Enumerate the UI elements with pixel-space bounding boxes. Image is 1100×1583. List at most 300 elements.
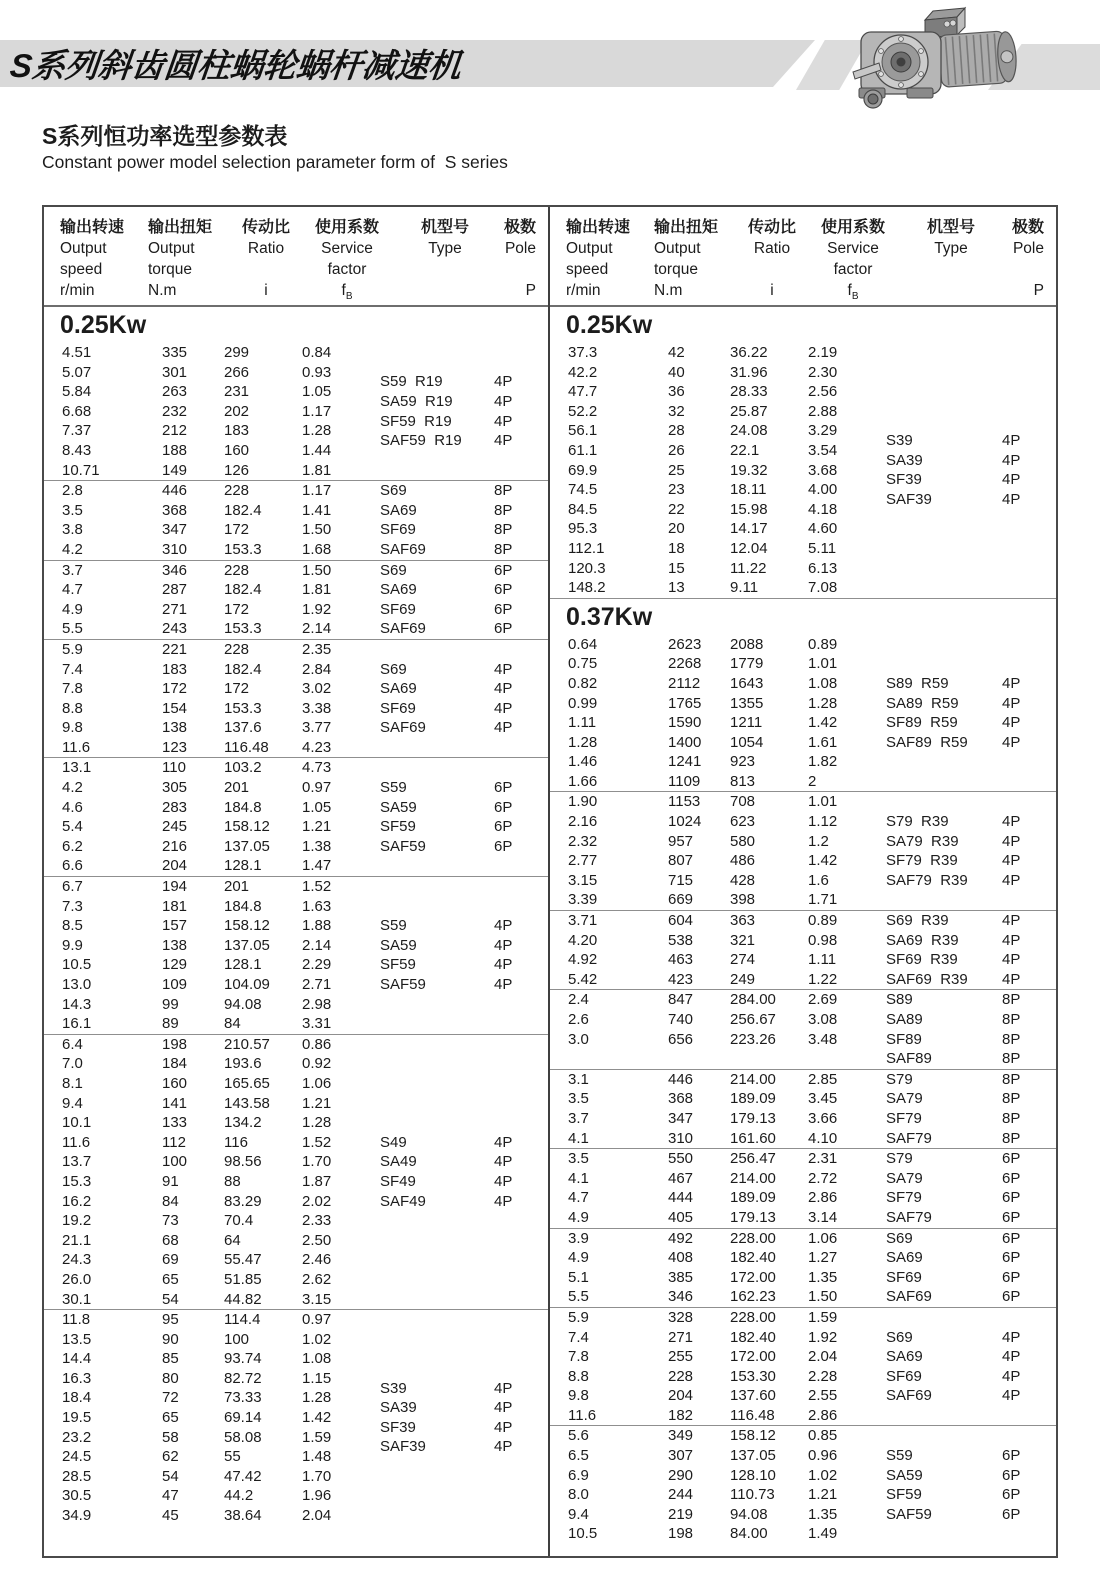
type-label: SA89: [886, 1011, 923, 1028]
table-row: [568, 1188, 868, 1208]
cell-factor: 5.11: [808, 539, 837, 557]
power-section-label: 0.37Kw: [566, 602, 653, 631]
cell-torque: 1400: [668, 733, 702, 751]
table-row: [62, 1014, 362, 1034]
block-rows: [44, 481, 362, 559]
cell-speed: 3.8: [62, 521, 83, 539]
cell-torque: 15: [668, 559, 685, 577]
cell-factor: 2.14: [302, 936, 332, 954]
cell-ratio: 256.47: [730, 1150, 776, 1168]
pole-label: 4P: [494, 432, 513, 450]
cell-factor: 1.08: [808, 674, 838, 692]
table-row: [568, 1308, 868, 1328]
cell-speed: 3.7: [62, 561, 83, 579]
block-rows: [44, 343, 362, 480]
cell-torque: 54: [162, 1290, 179, 1308]
cell-speed: 7.3: [62, 897, 83, 915]
cell-torque: 1590: [668, 714, 702, 732]
cell-speed: 15.3: [62, 1172, 92, 1190]
table-row: [62, 877, 362, 897]
cell-ratio: 47.42: [224, 1467, 262, 1485]
type-block: [550, 989, 1056, 1068]
header-unit: $f_B$: [341, 282, 353, 303]
cell-factor: 2.62: [302, 1270, 332, 1288]
cell-ratio: 153.3: [224, 620, 262, 638]
cell-speed: 5.42: [568, 970, 598, 988]
header-label-en: Pole: [1012, 240, 1044, 257]
pole-label: 6P: [1002, 1208, 1021, 1226]
pole-label: 4P: [1002, 471, 1021, 489]
type-label: SA69: [380, 581, 417, 599]
table-row: [62, 798, 362, 818]
type-label: SAF79: [886, 1129, 932, 1147]
cell-speed: 9.4: [62, 1094, 83, 1112]
table-row: [568, 1030, 868, 1050]
cell-ratio: 172.00: [730, 1348, 776, 1366]
table-row: [568, 1328, 868, 1348]
cell-speed: 84.5: [568, 500, 598, 518]
cell-ratio: 214.00: [730, 1070, 776, 1088]
cell-torque: 54: [162, 1467, 179, 1485]
cell-factor: 2.50: [302, 1231, 332, 1249]
type-label: S79: [886, 1070, 913, 1088]
cell-factor: 1.88: [302, 917, 332, 935]
cell-factor: 1.08: [302, 1350, 332, 1368]
pole-label: 8P: [1002, 1109, 1021, 1127]
cell-factor: 0.92: [302, 1055, 332, 1073]
cell-factor: 2.86: [808, 1406, 838, 1424]
type-row: [886, 451, 1042, 471]
type-block: [550, 1307, 1056, 1426]
cell-torque: 89: [162, 1015, 179, 1033]
type-label: S59: [380, 917, 407, 935]
pole-label: 6P: [1002, 1229, 1021, 1247]
table-row: [568, 674, 868, 694]
type-row: [380, 1418, 534, 1438]
cell-torque: 1241: [668, 753, 702, 771]
type-block: [44, 1034, 548, 1309]
type-label: SA89 R59: [886, 694, 959, 712]
cell-torque: 669: [668, 891, 694, 909]
cell-torque: 99: [162, 995, 179, 1013]
cell-factor: 0.86: [302, 1035, 332, 1053]
cell-factor: 0.98: [808, 931, 838, 949]
type-row: [886, 970, 1042, 990]
cell-factor: 1.12: [808, 813, 838, 831]
header-label-en: Pole: [504, 240, 536, 257]
pole-label: 4P: [494, 373, 513, 391]
header-label-en: Output: [654, 240, 701, 257]
cell-speed: 4.1: [568, 1129, 589, 1147]
cell-ratio: 1779: [730, 655, 764, 673]
block-rows: [550, 792, 868, 910]
cell-torque: 405: [668, 1208, 694, 1226]
cell-factor: 3.29: [808, 422, 838, 440]
pole-label: 4P: [494, 1399, 513, 1417]
cell-speed: 30.1: [62, 1290, 92, 1308]
type-label: SA59: [886, 1466, 923, 1484]
pole-label: 4P: [494, 699, 513, 717]
cell-torque: 40: [668, 363, 685, 381]
cell-ratio: 104.09: [224, 976, 270, 993]
type-label: S89 R59: [886, 674, 949, 692]
table-row: [568, 363, 868, 383]
cell-ratio: 18.11: [730, 481, 767, 499]
type-block: [44, 480, 548, 559]
type-row: [886, 1149, 1042, 1169]
type-label: SAF59: [886, 1505, 932, 1523]
power-section: [550, 307, 1056, 598]
pole-label: 6P: [494, 600, 513, 618]
table-row: [62, 1447, 362, 1467]
type-block: [44, 1309, 548, 1526]
header-col: [304, 217, 390, 307]
cell-factor: 3.02: [302, 680, 332, 698]
table-row: [568, 832, 868, 852]
table-row: [568, 1049, 868, 1069]
table-row: [62, 561, 362, 581]
cell-torque: 1153: [668, 793, 701, 811]
cell-torque: 69: [162, 1251, 179, 1269]
cell-ratio: 813: [730, 772, 756, 790]
header-label-en: [500, 259, 536, 280]
cell-factor: 1.22: [808, 970, 838, 988]
type-label: S69: [380, 660, 407, 678]
table-row: [62, 718, 362, 738]
header-col: [500, 217, 536, 307]
cell-ratio: 84: [224, 1015, 241, 1033]
cell-factor: 1.28: [302, 422, 332, 440]
pole-label: 6P: [494, 581, 513, 599]
cell-torque: 467: [668, 1169, 694, 1187]
cell-speed: 74.5: [568, 481, 598, 499]
header-label-en: Ratio: [247, 240, 285, 257]
type-row: [886, 470, 1042, 490]
cell-ratio: 69.14: [224, 1409, 262, 1427]
type-label: SAF69: [886, 1288, 932, 1306]
type-label: SAF59 R19: [380, 432, 462, 450]
table-row: [62, 758, 362, 778]
cell-factor: 2.71: [302, 976, 332, 993]
table-row: [62, 778, 362, 798]
type-row: [886, 1505, 1042, 1525]
pole-label: 4P: [494, 660, 513, 678]
cell-factor: 2.04: [302, 1507, 332, 1525]
cell-ratio: 51.85: [224, 1270, 262, 1288]
type-row: [886, 713, 1042, 733]
cell-ratio: 128.10: [730, 1466, 776, 1484]
type-label: SF39: [886, 471, 922, 489]
table-row: [62, 402, 362, 422]
type-label: SA69: [886, 1348, 923, 1366]
cell-torque: 160: [162, 1074, 188, 1092]
pole-label: 4P: [494, 976, 513, 993]
cell-factor: 1.02: [808, 1466, 838, 1484]
cell-factor: 1.05: [302, 798, 332, 816]
type-label: SA69 R39: [886, 931, 959, 949]
cell-ratio: 2088: [730, 635, 764, 653]
cell-factor: 0.93: [302, 363, 332, 381]
cell-torque: 204: [668, 1387, 694, 1405]
pole-label: 4P: [1002, 1328, 1021, 1346]
cell-speed: 4.7: [568, 1189, 589, 1207]
cell-torque: 85: [162, 1350, 179, 1368]
type-row: [380, 1192, 534, 1212]
type-row: [886, 1248, 1042, 1268]
table-row: [62, 1506, 362, 1526]
cell-ratio: 83.29: [224, 1192, 262, 1210]
cell-factor: 3.54: [808, 441, 838, 459]
header-col: [566, 217, 654, 307]
header-unit: P: [525, 282, 536, 299]
type-label: S39: [886, 432, 913, 450]
cell-ratio: 137.05: [224, 837, 270, 855]
cell-factor: 0.96: [808, 1447, 838, 1465]
table-row: [62, 1074, 362, 1094]
pole-label: 6P: [1002, 1268, 1021, 1286]
cell-torque: 157: [162, 917, 188, 935]
cell-torque: 20: [668, 520, 685, 538]
cell-factor: 3.77: [302, 719, 332, 737]
header-col: [654, 217, 734, 307]
cell-factor: 1.70: [302, 1153, 332, 1171]
cell-ratio: 134.2: [224, 1114, 262, 1132]
type-label: S89: [886, 991, 913, 1009]
cell-speed: 3.9: [568, 1229, 589, 1247]
cell-speed: 8.5: [62, 917, 83, 935]
type-block: [44, 876, 548, 1034]
cell-torque: 112: [162, 1133, 186, 1151]
type-label: SF89 R59: [886, 714, 958, 732]
cell-ratio: 249: [730, 970, 756, 988]
cell-torque: 604: [668, 912, 694, 930]
header-label-zh: 传动比: [241, 219, 290, 236]
block-rows: [550, 911, 868, 989]
table-row: [62, 1113, 362, 1133]
type-row: [886, 871, 1042, 891]
cell-factor: 2.46: [302, 1251, 332, 1269]
cell-speed: 0.64: [568, 635, 598, 653]
type-row: [380, 837, 534, 857]
cell-speed: 4.51: [62, 344, 92, 361]
type-label: SF59 R19: [380, 412, 452, 430]
type-block: [550, 1069, 1056, 1148]
cell-torque: 301: [162, 363, 188, 381]
table-row: [62, 916, 362, 936]
cell-speed: 148.2: [568, 579, 606, 597]
table-row: [568, 519, 868, 539]
table-row: [62, 382, 362, 402]
header-label-zh: 输出转速: [566, 219, 631, 236]
section-title-zh: S系列恒功率选型参数表: [42, 123, 288, 149]
cell-torque: 133: [162, 1114, 188, 1132]
table-row: [568, 1406, 868, 1426]
type-list: [362, 1035, 548, 1309]
pole-label: 6P: [494, 798, 513, 816]
pole-label: 8P: [494, 540, 513, 558]
cell-torque: 181: [162, 897, 188, 915]
power-section-label: 0.25Kw: [566, 311, 653, 339]
cell-speed: 8.8: [568, 1367, 589, 1385]
table-row: [62, 1388, 362, 1408]
cell-factor: 2.85: [808, 1070, 838, 1088]
cell-ratio: 189.09: [730, 1189, 776, 1207]
cell-factor: 2.29: [302, 956, 332, 974]
pole-label: 8P: [1002, 1050, 1021, 1068]
cell-torque: 335: [162, 344, 188, 361]
cell-speed: 2.16: [568, 813, 598, 831]
type-row: [380, 1398, 534, 1418]
cell-ratio: 284.00: [730, 991, 776, 1009]
type-list: [362, 1310, 548, 1526]
cell-torque: 245: [162, 818, 188, 836]
type-row: [886, 1287, 1042, 1307]
cell-torque: 68: [162, 1231, 179, 1249]
cell-factor: 1.61: [808, 733, 838, 751]
cell-ratio: 189.09: [730, 1090, 776, 1108]
cell-factor: 1.47: [302, 857, 332, 875]
table-row: [62, 837, 362, 857]
pole-label: 4P: [1002, 813, 1021, 831]
header-col: [228, 217, 304, 307]
type-list: [868, 343, 1056, 598]
header-label-en: Service: [321, 240, 373, 257]
cell-speed: 13.1: [62, 759, 92, 777]
table-row: [62, 501, 362, 521]
cell-factor: 0.97: [302, 779, 332, 797]
header-label-en: Type: [934, 240, 968, 257]
pole-label: 6P: [1002, 1150, 1021, 1168]
cell-factor: 1.92: [808, 1328, 838, 1346]
type-row: [886, 1367, 1042, 1387]
table-row: [62, 1054, 362, 1074]
table-row: [568, 1466, 868, 1486]
cell-ratio: 153.3: [224, 699, 262, 717]
cell-speed: 14.4: [62, 1350, 92, 1368]
type-row: [380, 580, 534, 600]
table-row: [62, 1330, 362, 1350]
cell-factor: 1.01: [808, 793, 838, 811]
table-row: [568, 382, 868, 402]
cell-speed: 14.3: [62, 995, 92, 1013]
type-block: [550, 343, 1056, 598]
type-row: [380, 392, 534, 412]
cell-torque: 154: [162, 699, 188, 717]
cell-torque: 243: [162, 620, 188, 638]
type-label: SF49: [380, 1172, 416, 1190]
header-label-en: speed: [566, 261, 609, 278]
table-row: [568, 990, 868, 1010]
type-block: [550, 635, 1056, 792]
cell-ratio: 12.04: [730, 539, 768, 557]
cell-ratio: 93.74: [224, 1350, 262, 1368]
cell-speed: 0.75: [568, 655, 598, 673]
cell-ratio: 1211: [730, 714, 763, 732]
block-rows: [550, 1308, 868, 1426]
table-row: [62, 1408, 362, 1428]
block-rows: [550, 1070, 868, 1148]
cell-speed: 24.3: [62, 1251, 92, 1269]
section-title-en: Constant power model selection parameter form of S series: [42, 152, 508, 172]
table-row: [62, 1349, 362, 1369]
cell-torque: 138: [162, 936, 188, 954]
cell-torque: 65: [162, 1409, 179, 1427]
cell-ratio: 201: [224, 779, 250, 797]
pole-label: 6P: [1002, 1249, 1021, 1267]
cell-factor: 2.04: [808, 1348, 838, 1366]
block-rows: [550, 635, 868, 792]
cell-torque: 368: [668, 1090, 694, 1108]
table-row: [62, 1428, 362, 1448]
cell-ratio: 162.23: [730, 1288, 776, 1306]
cell-speed: 0.99: [568, 694, 598, 712]
cell-speed: 61.1: [568, 441, 598, 459]
cell-factor: 4.10: [808, 1129, 838, 1147]
cell-ratio: 184.8: [224, 897, 262, 915]
cell-torque: 957: [668, 832, 694, 850]
cell-factor: 1.59: [302, 1428, 332, 1446]
cell-torque: 26: [668, 441, 685, 459]
type-row: [380, 699, 534, 719]
header-col: [810, 217, 896, 307]
cell-factor: 1.28: [808, 694, 838, 712]
cell-ratio: 137.05: [224, 936, 270, 954]
type-row: [380, 679, 534, 699]
cell-ratio: 24.08: [730, 422, 768, 440]
table-row: [62, 995, 362, 1015]
cell-torque: 1765: [668, 694, 702, 712]
cell-speed: 4.20: [568, 931, 598, 949]
cell-torque: 349: [668, 1427, 694, 1445]
cell-torque: 198: [668, 1525, 694, 1543]
header-label-zh: 机型号: [926, 219, 975, 236]
cell-torque: 183: [162, 660, 188, 678]
type-row: [380, 1152, 534, 1172]
cell-torque: 310: [668, 1129, 694, 1147]
cell-speed: 9.8: [62, 719, 83, 737]
header-label-zh: 输出扭矩: [148, 219, 213, 236]
type-row: [886, 1049, 1042, 1069]
header-unit: N.m: [654, 282, 683, 299]
cell-torque: 25: [668, 461, 685, 479]
cell-ratio: 116.48: [730, 1406, 775, 1424]
table-row: [568, 871, 868, 891]
header-label-en: Ratio: [753, 240, 791, 257]
gear-motor-image: [845, 4, 1023, 112]
type-label: S69: [886, 1328, 913, 1346]
table-row: [568, 1169, 868, 1189]
cell-ratio: 210.57: [224, 1035, 270, 1053]
block-rows: [44, 640, 362, 758]
cell-factor: 1.2: [808, 832, 829, 850]
header-label-en: torque: [654, 261, 698, 278]
pole-label: 6P: [1002, 1466, 1021, 1484]
cell-torque: 2112: [668, 674, 701, 692]
table-row: [568, 1208, 868, 1228]
cell-speed: 7.8: [62, 680, 83, 698]
cell-speed: 28.5: [62, 1467, 92, 1485]
table-row: [62, 1486, 362, 1506]
cell-speed: 6.2: [62, 837, 83, 855]
table-row: [62, 897, 362, 917]
pole-label: 4P: [494, 1438, 513, 1456]
cell-ratio: 182.4: [224, 501, 262, 519]
block-rows: [550, 1229, 868, 1307]
cell-factor: 1.06: [808, 1229, 838, 1247]
cell-torque: 198: [162, 1035, 188, 1053]
table-row: [568, 851, 868, 871]
cell-ratio: 44.82: [224, 1290, 262, 1308]
